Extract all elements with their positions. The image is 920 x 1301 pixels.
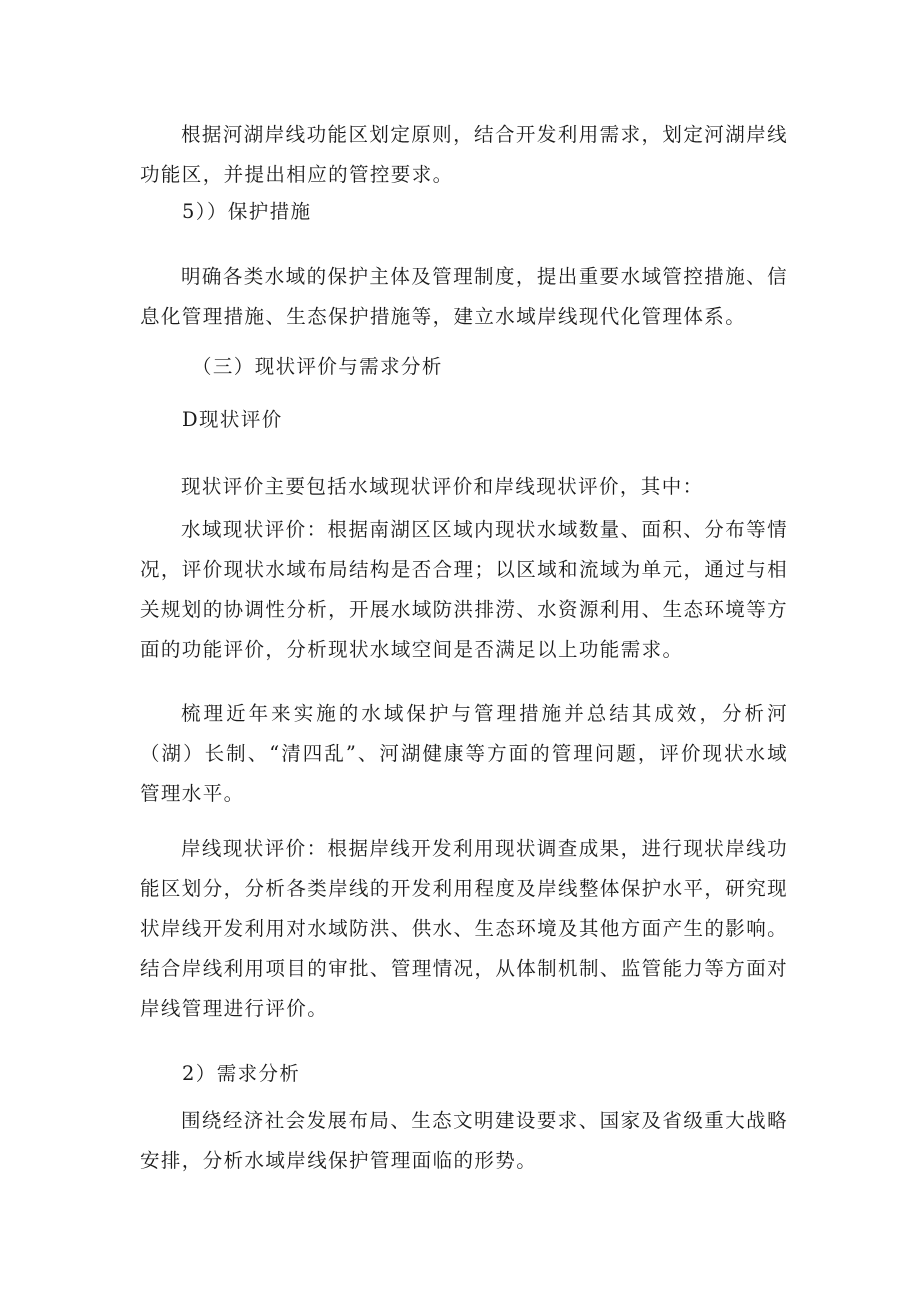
paragraph-protection-measures: 明确各类水域的保护主体及管理制度，提出重要水域管控措施、信息化管理措施、生态保护措施等，建立水域岸线现代化管理体系。 — [140, 265, 788, 328]
heading-status-evaluation: D现状评价 — [182, 408, 283, 431]
paragraph-shoreline-zoning: 根据河湖岸线功能区划定原则，结合开发利用需求，划定河湖岸线功能区，并提出相应的管控要求。 — [140, 123, 788, 186]
paragraph-evaluation-intro: 现状评价主要包括水域现状评价和岸线现状评价，其中： — [181, 475, 704, 498]
paragraph-shoreline-evaluation: 岸线现状评价：根据岸线开发利用现状调查成果，进行现状岸线功能区划分，分析各类岸线的开发利用程度及岸线整体保护水平，研究现状岸线开发利用对水域防洪、供水、生态环境及其他方面产生的影响。结合岸线利用项目的审批、管理情况，从体制机制、监管能力等方面对岸线管理进行评价。 — [140, 837, 788, 1020]
paragraph-management-review: 梳理近年来实施的水域保护与管理措施并总结其成效，分析河（湖）长制、“清四乱”、河湖健康等方面的管理问题，评价现状水域管理水平。 — [140, 702, 788, 805]
paragraph-demand-analysis: 围绕经济社会发展布局、生态文明建设要求、国家及省级重大战略安排，分析水域岸线保护管理面临的形势。 — [140, 1109, 788, 1172]
heading-protection-measures: 5））保护措施 — [182, 200, 312, 223]
heading-section-three: （三）现状评价与需求分析 — [192, 355, 443, 378]
paragraph-water-area-evaluation: 水域现状评价：根据南湖区区域内现状水域数量、面积、分布等情况，评价现状水域布局结构是否合理；以区域和流域为单元，通过与相关规划的协调性分析，开展水域防洪排涝、水资源利用、生态环境等方面的功能评价，分析现状水域空间是否满足以上功能需求。 — [140, 518, 788, 661]
heading-demand-analysis: 2）需求分析 — [182, 1062, 301, 1085]
